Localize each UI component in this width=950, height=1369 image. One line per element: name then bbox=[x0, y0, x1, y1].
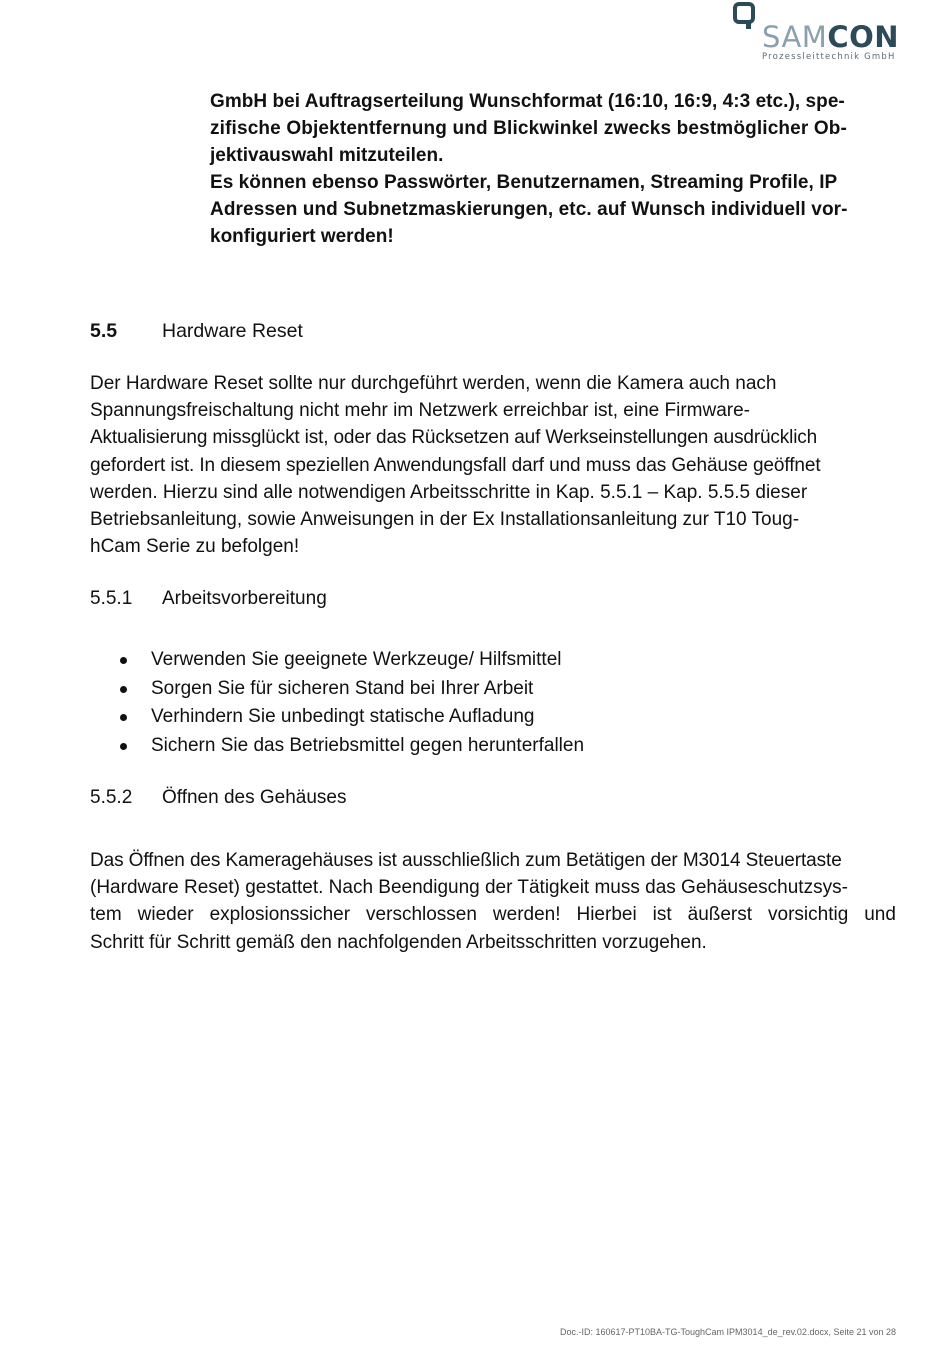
subsection-title: Arbeitsvorbereitung bbox=[162, 588, 327, 609]
justified-word: ist bbox=[652, 904, 672, 926]
intro-bold-text bbox=[210, 88, 896, 250]
intro-line-4: Es können ebenso Passwörter, Benutzernamen, Streaming Profile, IP bbox=[210, 172, 838, 193]
paragraph-line bbox=[90, 874, 896, 901]
list-item-text: Verwenden Sie geeignete Werkzeuge/ Hilfsmittel bbox=[151, 649, 562, 670]
samcon-q-logo-icon bbox=[733, 2, 759, 32]
document-footer: Doc.-ID: 160617-PT10BA-TG-ToughCam IPM3014_de_rev.02.docx, Seite 21 von 28 bbox=[559, 1327, 896, 1337]
paragraph-line: Das Öffnen des Kameragehäuses ist ausschließlich zum Betätigen der M3014 Steuertaste bbox=[90, 850, 842, 871]
paragraph-line: Schritt für Schritt gemäß den nachfolgenden Arbeitsschritten vorzugehen. bbox=[90, 931, 707, 953]
intro-line-6: konfiguriert werden! bbox=[210, 226, 394, 247]
section-heading-5-5-2 bbox=[90, 787, 347, 809]
bullet-icon bbox=[120, 686, 127, 693]
justified-word: explosionssicher bbox=[209, 904, 351, 926]
justified-word: werden! bbox=[492, 904, 561, 926]
paragraph-line: Betriebsanleitung, sowie Anweisungen in der Ex Installationsanleitung zur T10 Toug- bbox=[90, 509, 800, 531]
justified-word: verschlossen bbox=[366, 904, 477, 926]
paragraph-line-text: (Hardware Reset) gestattet. Nach Beendigung der Tätigkeit muss das Gehäuseschutzsys- bbox=[90, 877, 848, 899]
list-item bbox=[90, 675, 896, 704]
intro-line-5: Adressen und Subnetzmaskierungen, etc. auf Wunsch individuell vor- bbox=[210, 199, 848, 220]
subsection-number: 5.5.2 bbox=[90, 787, 133, 808]
paragraph-line-justified bbox=[90, 901, 896, 928]
paragraph-line: Der Hardware Reset sollte nur durchgeführt werden, wenn die Kamera auch nach bbox=[90, 373, 777, 394]
paragraph-line: Aktualisierung missglückt ist, oder das Rücksetzen auf Werkseinstellungen ausdrücklich bbox=[90, 427, 818, 449]
paragraph-line: Spannungsfreischaltung nicht mehr im Netzwerk erreichbar ist, eine Firmware- bbox=[90, 400, 750, 422]
list-item-text: Sorgen Sie für sicheren Stand bei Ihrer Arbeit bbox=[151, 677, 534, 699]
bullet-icon bbox=[120, 657, 127, 664]
section-number: 5.5 bbox=[90, 320, 118, 342]
list-item bbox=[90, 732, 896, 761]
paragraph-line: gefordert ist. In diesem speziellen Anwendungsfall darf und muss das Gehäuse geöffnet bbox=[90, 454, 821, 476]
justified-word: Hierbei bbox=[576, 904, 637, 926]
list-item-text: Verhindern Sie unbedingt statische Aufladung bbox=[151, 706, 535, 727]
paragraph-line: hCam Serie zu befolgen! bbox=[90, 536, 300, 558]
justified-word: äußerst bbox=[687, 904, 753, 926]
bullet-icon bbox=[120, 714, 127, 721]
intro-line-3: jektivauswahl mitzuteilen. bbox=[210, 145, 444, 166]
list-item bbox=[90, 703, 896, 732]
justified-word: und bbox=[864, 904, 896, 926]
intro-line-2: zifische Objektentfernung und Blickwinkel zwecks bestmöglicher Ob- bbox=[210, 118, 848, 139]
subsection-number: 5.5.1 bbox=[90, 588, 133, 609]
justified-word: vorsichtig bbox=[768, 904, 849, 926]
logo-wordmark bbox=[762, 20, 899, 54]
intro-line-1: GmbH bei Auftragserteilung Wunschformat (16:10, 16:9, 4:3 etc.), spe- bbox=[210, 91, 845, 112]
paragraph-line: werden. Hierzu sind alle notwendigen Arbeitsschritte in Kap. 5.5.1 – Kap. 5.5.5 dieser bbox=[90, 481, 808, 503]
section-heading-5-5-1 bbox=[90, 588, 327, 610]
housing-opening-paragraph bbox=[90, 847, 896, 956]
preparation-bullet-list bbox=[90, 646, 896, 760]
hardware-reset-paragraph bbox=[90, 370, 896, 560]
justified-word: tem bbox=[90, 904, 122, 926]
list-item bbox=[90, 646, 896, 675]
section-heading-5-5 bbox=[90, 320, 303, 343]
bullet-icon bbox=[120, 743, 127, 750]
section-title: Hardware Reset bbox=[162, 320, 303, 342]
logo-word-sam: SAM bbox=[762, 20, 828, 54]
justified-word: wieder bbox=[137, 904, 194, 926]
logo-subtitle: Prozessleittechnik GmbH bbox=[762, 52, 896, 62]
subsection-title: Öffnen des Gehäuses bbox=[162, 787, 347, 808]
list-item-text: Sichern Sie das Betriebsmittel gegen herunterfallen bbox=[151, 734, 585, 756]
logo-word-con: CON bbox=[827, 20, 900, 54]
